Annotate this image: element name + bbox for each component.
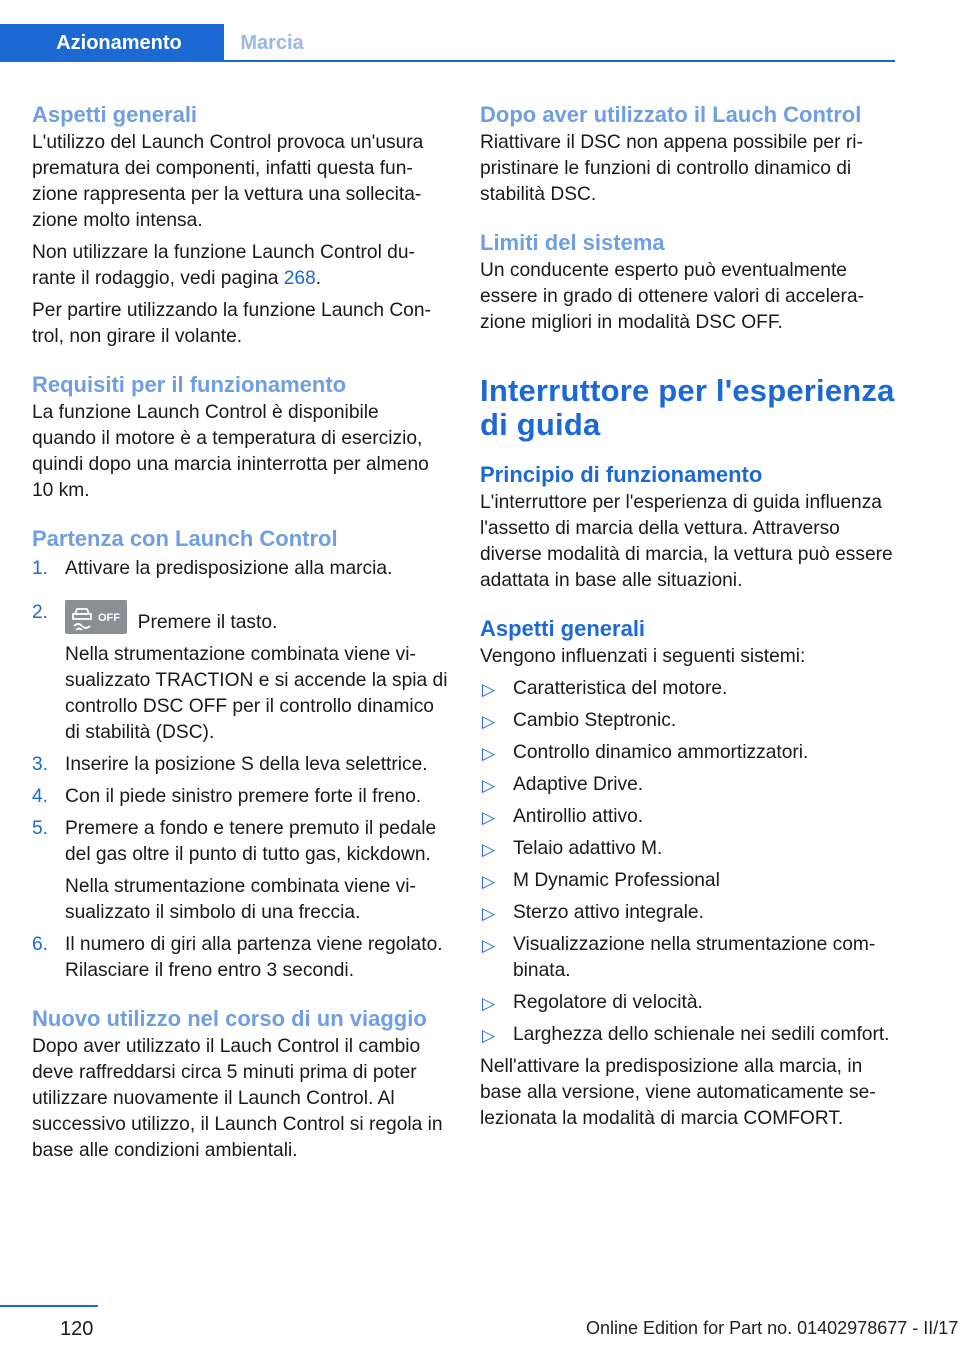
list-item bbox=[480, 804, 900, 830]
step-text: Inserire la posizione S della leva selettrice. bbox=[65, 754, 428, 775]
edition-note: Online Edition for Part no. 01402978677 - II/17 bbox=[586, 1318, 959, 1338]
paragraph-text: . bbox=[315, 268, 322, 289]
header-rule bbox=[0, 60, 895, 62]
tab-azionamento[interactable]: Azionamento bbox=[0, 24, 224, 62]
triangle-bullet-icon: ▷ bbox=[482, 744, 496, 763]
right-column bbox=[480, 100, 900, 1132]
heading-aspetti-generali-2: Aspetti generali bbox=[480, 616, 646, 641]
paragraph: Dopo aver utilizzato il Lauch Control il cambio deve raffreddarsi circa 5 minuti prima di poter utilizzare nuovamente il Launch Control. Al successivo utilizzo, il Launch Control si regola in base alle condizioni ambientali. bbox=[32, 1036, 443, 1161]
list-item bbox=[32, 784, 448, 810]
step-subtext: Nella strumentazione combinata viene visualizzato TRACTION e si accende la spia di controllo DSC OFF per il controllo dinamico di stabilità (DSC). bbox=[65, 644, 448, 743]
paragraph: Riattivare il DSC non appena possibile per ripristinare le funzioni di controllo dinamico di stabilità DSC. bbox=[480, 132, 863, 205]
list-item-text: Controllo dinamico ammortizzatori. bbox=[513, 742, 809, 763]
list-item bbox=[32, 752, 448, 778]
list-item-text: Telaio adattivo M. bbox=[513, 838, 663, 859]
heading-partenza: Partenza con Launch Control bbox=[32, 526, 338, 551]
triangle-bullet-icon: ▷ bbox=[482, 904, 496, 923]
step-text: Premere il tasto. bbox=[137, 612, 278, 633]
list-item-text: Adaptive Drive. bbox=[513, 774, 644, 795]
header-tabs bbox=[0, 24, 895, 62]
triangle-bullet-icon: ▷ bbox=[482, 712, 496, 731]
step-text: Attivare la predisposizione alla marcia. bbox=[65, 558, 393, 579]
list-item bbox=[480, 836, 900, 862]
list-item-text: Regolatore di velocità. bbox=[513, 992, 703, 1013]
list-item bbox=[32, 816, 448, 926]
step-text: Con il piede sinistro premere forte il freno. bbox=[65, 786, 422, 807]
heading-limiti: Limiti del sistema bbox=[480, 230, 665, 255]
paragraph: La funzione Launch Control è disponibile quando il motore è a temperatura di esercizio, quindi dopo una marcia ininterrotta per almeno 10 km. bbox=[32, 402, 429, 501]
list-item bbox=[480, 932, 900, 984]
step-text: Il numero di giri alla partenza viene regolato. Rilasciare il freno entro 3 secondi. bbox=[65, 934, 443, 981]
list-item-text: Sterzo attivo integrale. bbox=[513, 902, 704, 923]
tab-marcia[interactable]: Marcia bbox=[240, 32, 304, 54]
list-item bbox=[480, 990, 900, 1016]
list-item bbox=[480, 740, 900, 766]
dsc-off-button-icon bbox=[65, 600, 127, 634]
triangle-bullet-icon: ▷ bbox=[482, 808, 496, 827]
triangle-bullet-icon: ▷ bbox=[482, 994, 496, 1013]
list-item bbox=[480, 772, 900, 798]
paragraph: Per partire utilizzando la funzione Launch Control, non girare il volante. bbox=[32, 300, 431, 347]
paragraph: L'interruttore per l'esperienza di guida influenza l'assetto di marcia della vettura. Attraverso diverse modalità di marcia, la vettura può essere adattata in base alle situazioni. bbox=[480, 492, 893, 591]
paragraph: L'utilizzo del Launch Control provoca un'usura prematura dei componenti, infatti questa funzione rappresenta per la vettura una sollecitazione molto intensa. bbox=[32, 132, 424, 231]
list-item-text: Antirollio attivo. bbox=[513, 806, 644, 827]
paragraph: Un conducente esperto può eventualmente essere in grado di ottenere valori di accelerazione migliori in modalità DSC OFF. bbox=[480, 260, 864, 333]
triangle-bullet-icon: ▷ bbox=[482, 936, 496, 955]
triangle-bullet-icon: ▷ bbox=[482, 872, 496, 891]
triangle-bullet-icon: ▷ bbox=[482, 840, 496, 859]
list-item bbox=[480, 1022, 900, 1048]
step-number: 6. bbox=[32, 934, 49, 955]
heading-aspetti-generali: Aspetti generali bbox=[32, 102, 198, 127]
paragraph: Vengono influenzati i seguenti sistemi: bbox=[480, 646, 806, 667]
list-item bbox=[32, 556, 448, 582]
step-number: 1. bbox=[32, 558, 49, 579]
heading-requisiti: Requisiti per il funzionamento bbox=[32, 372, 347, 397]
list-item-text: Caratteristica del motore. bbox=[513, 678, 728, 699]
list-item-text: M Dynamic Professional bbox=[513, 870, 720, 891]
main-section-title: Interruttore per l'esperienza di guida bbox=[480, 373, 895, 442]
page-link[interactable]: 268 bbox=[283, 268, 316, 289]
step-number: 2. bbox=[32, 602, 49, 623]
paragraph: Nell'attivare la predisposizione alla marcia, in base alla versione, viene automaticamente selezionata la modalità di marcia COMFORT. bbox=[480, 1056, 876, 1129]
step-number: 4. bbox=[32, 786, 49, 807]
list-item bbox=[32, 600, 448, 746]
list-item bbox=[480, 900, 900, 926]
step-number: 5. bbox=[32, 818, 49, 839]
triangle-bullet-icon: ▷ bbox=[482, 1026, 496, 1045]
paragraph-text: Non utilizzare la funzione Launch Control durante il rodaggio, vedi pagina bbox=[32, 242, 415, 289]
list-item-text: Cambio Steptronic. bbox=[513, 710, 677, 731]
dsc-off-label: OFF bbox=[98, 612, 120, 624]
step-text: Premere a fondo e tenere premuto il pedale del gas oltre il punto di tutto gas, kickdown. bbox=[65, 818, 437, 865]
step-number: 3. bbox=[32, 754, 49, 775]
paragraph bbox=[32, 240, 448, 292]
triangle-bullet-icon: ▷ bbox=[482, 680, 496, 699]
systems-list bbox=[480, 676, 900, 1048]
list-item bbox=[32, 932, 448, 984]
list-item-text: Larghezza dello schienale nei sedili comfort. bbox=[513, 1024, 890, 1045]
list-item bbox=[480, 708, 900, 734]
step-subtext: Nella strumentazione combinata viene visualizzato il simbolo di una freccia. bbox=[65, 876, 416, 923]
list-item bbox=[480, 868, 900, 894]
heading-principio: Principio di funzionamento bbox=[480, 462, 763, 487]
page-number: 120 bbox=[60, 1318, 94, 1340]
heading-dopo-launch: Dopo aver utilizzato il Lauch Control bbox=[480, 102, 862, 127]
list-item bbox=[480, 676, 900, 702]
triangle-bullet-icon: ▷ bbox=[482, 776, 496, 795]
left-column bbox=[32, 100, 448, 1164]
steps-list bbox=[32, 556, 448, 984]
footer-rule bbox=[0, 1305, 98, 1307]
list-item-text: Visualizzazione nella strumentazione combinata. bbox=[513, 934, 876, 981]
heading-nuovo-utilizzo: Nuovo utilizzo nel corso di un viaggio bbox=[32, 1006, 427, 1031]
